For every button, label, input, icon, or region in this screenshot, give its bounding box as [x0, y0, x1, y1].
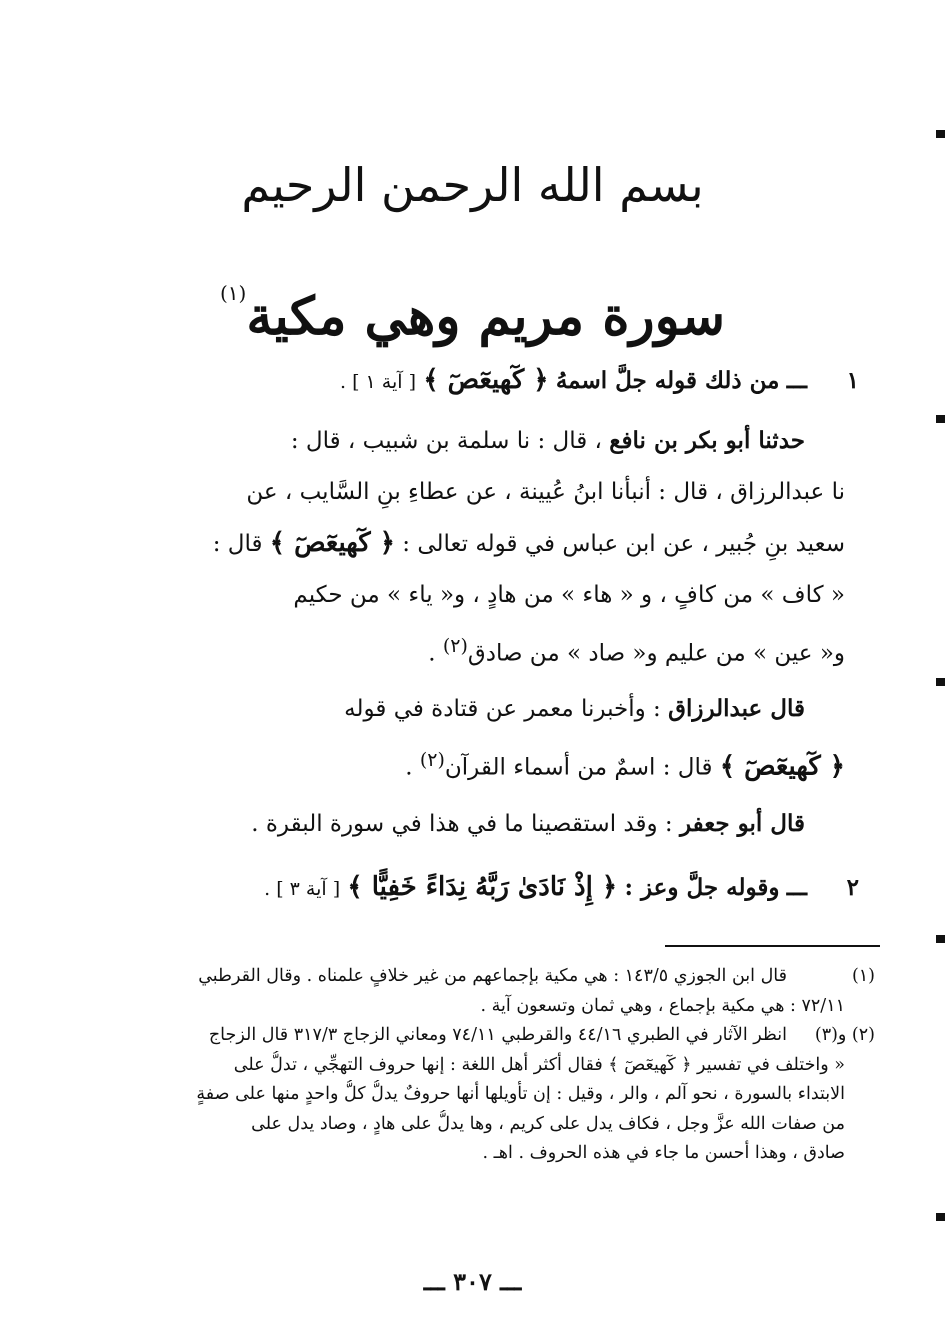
footnote-line: « واختلف في تفسير ﴿ كٓهيعٓصٓ ﴾ فقال أكثر أهل اللغة : إنها حروف التهجِّي ، تدلُّ على [233, 1054, 845, 1075]
quran-verse: ﴿ كٓهيعٓصٓ ﴾ [423, 365, 549, 395]
edge-mark [936, 130, 945, 138]
edge-mark [936, 1213, 945, 1221]
abujaafar-block [100, 798, 845, 850]
footnote [100, 1021, 875, 1169]
basmala: بسم الله الرحمن الرحيم [241, 158, 704, 212]
narrator: حدثنا أبو بكر بن نافع [609, 427, 805, 454]
footnote [100, 962, 875, 1021]
dash: ـــ [786, 367, 807, 394]
text-line [100, 735, 845, 794]
footnote-divider [665, 945, 880, 947]
footnote-ref: (١) [219, 281, 247, 305]
text-line: « كاف » من كافٍ ، و « هاء » من هادٍ ، و« ياء » من حكيم [293, 582, 845, 608]
abdulrazzaq-block [100, 683, 845, 794]
edge-mark [936, 415, 945, 423]
text-line [100, 798, 845, 850]
paragraph-number: ٢ [846, 874, 859, 901]
heading-text: من ذلك قوله جلَّ اسمهُ [555, 367, 780, 394]
footnote-line: ٧٢/١١ : هي مكية بإجماع ، وهي ثمان وتسعون آية . [480, 995, 845, 1016]
footnote-line: قال ابن الجوزي ١٤٣/٥ : هي مكية بإجماعهم من غير خلافٍ علمناه . وقال القرطبي [198, 966, 787, 986]
surah-title-text: سورة مريم وهي مكية [246, 286, 726, 347]
footnote-line: صادق ، وهذا أحسن ما جاء في هذه الحروف . اهـ . [482, 1143, 845, 1163]
narrator: قال عبدالرزاق [668, 695, 805, 722]
text-segment: و« عين » من عليم و« صاد » من صادق [467, 640, 845, 667]
footnote-line: الابتداء بالسورة ، نحو آلم ، والر ، وقيل : إن تأويلها أنها حروفٌ يدلُّ كلُّ واحدٍ منها على صفةٍ [196, 1084, 845, 1104]
verse-reference: [ آية ٣ ] . [264, 878, 341, 900]
text-segment: : وقد استقصينا ما في هذا في سورة البقرة . [251, 811, 673, 837]
surah-title [0, 248, 945, 362]
quran-verse: ﴿ كٓهيعٓصٓ ﴾ [719, 751, 845, 782]
page-number: ـــ ٣٠٧ ـــ [423, 1267, 522, 1296]
text-line: نا عبدالرزاق ، قال : أنبأنا ابنُ عُيينة ، عن عطاءِ بنِ السَّايب ، عن [246, 479, 845, 505]
heading-text: وقوله جلَّ وعز : [624, 874, 780, 901]
paragraph-number: ١ [846, 367, 859, 394]
footnotes [100, 962, 875, 1169]
edge-mark [936, 935, 945, 943]
verse-reference: [ آية ١ ] . [340, 371, 417, 393]
edge-mark [936, 678, 945, 686]
text-line [100, 518, 845, 570]
text-line [100, 683, 845, 735]
paragraph-2-heading [100, 862, 859, 915]
paragraph-1-heading [100, 355, 859, 408]
footnote-marker: (١) [851, 966, 875, 986]
footnote-ref: (٢) [442, 635, 468, 657]
narrator: قال أبو جعفر [679, 810, 805, 837]
text-segment: . [405, 754, 413, 781]
quran-verse: ﴿ كٓهيعٓصٓ ﴾ [269, 528, 395, 558]
text-segment: : وأخبرنا معمر عن قتادة في قوله [344, 696, 661, 722]
hadith-block [100, 415, 845, 680]
text-segment: ، قال : نا سلمة بن شبيب ، قال : [290, 428, 602, 454]
footnote-marker: (٢) و(٣) [814, 1025, 875, 1045]
footnote-ref: (٢) [419, 749, 445, 771]
text-segment: قال : اسمٌ من أسماء القرآن [444, 754, 713, 781]
footnote-line: من صفات الله عزَّ وجل ، فكاف يدل على كريم ، وها يدلُّ على هادٍ ، وصاد يدل على [251, 1113, 845, 1134]
text-segment: قال : [212, 531, 263, 557]
text-segment: . [428, 640, 436, 667]
text-line [100, 415, 845, 467]
quran-verse: ﴿ إِذْ نَادَىٰ رَبَّهُ نِدَاءً خَفِيًّا ﴾ [347, 872, 618, 902]
text-segment: سعيد بنِ جُبير ، عن ابن عباس في قوله تعالى : [402, 531, 845, 557]
dash: ـــ [786, 874, 807, 901]
text-line [100, 621, 845, 680]
footnote-line: انظر الآثار في الطبري ٤٤/١٦ والقرطبي ٧٤/١١ ومعاني الزجاج ٣١٧/٣ قال الزجاج [208, 1025, 787, 1045]
